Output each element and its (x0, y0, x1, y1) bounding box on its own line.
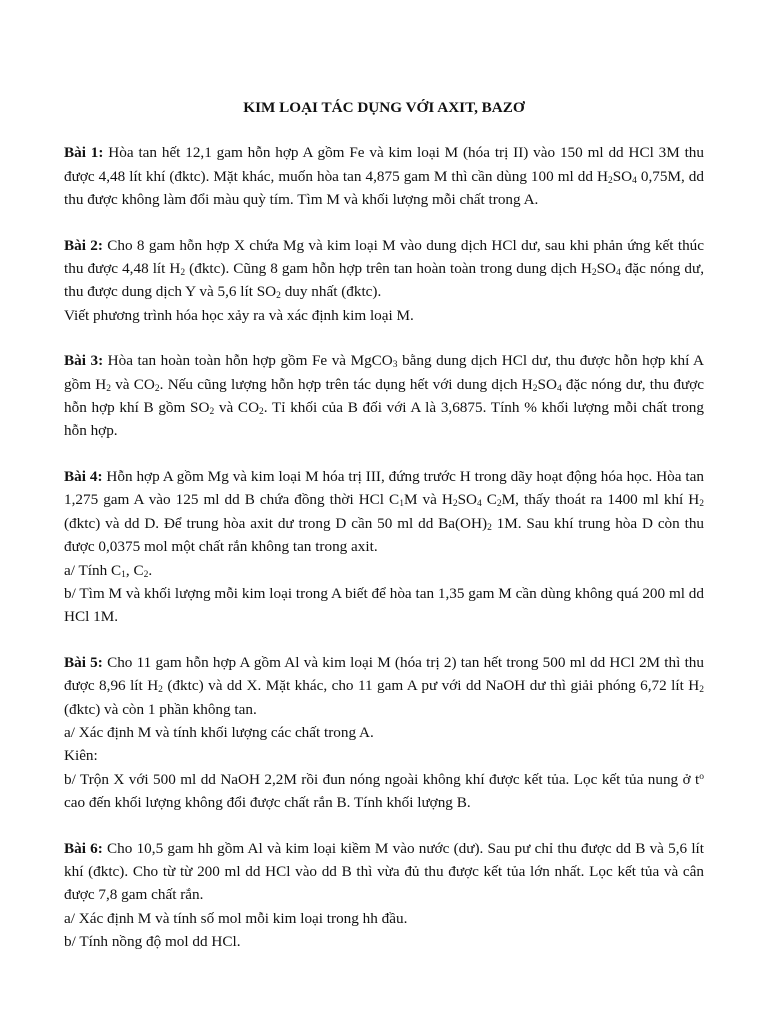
problem-label: Bài 1: (64, 144, 104, 162)
problem-subline: a/ Tính $C_1$, $C_2$. (64, 561, 153, 580)
problem-6 (64, 837, 704, 954)
problem-label: Bài 3: (64, 352, 104, 370)
problem-5 (64, 651, 704, 815)
problem-subline: b/ Tìm M và khối lượng mỗi kim loại trong A biết để hòa tan 1,35 gam M cần dùng không quá 200 ml dd HCl 1M. (64, 584, 704, 626)
problem-subline: Kiên: (64, 747, 98, 765)
problem-2 (64, 234, 704, 328)
problem-subline: Viết phương trình hóa học xảy ra và xác định kim loại M. (64, 306, 414, 324)
problem-1 (64, 141, 704, 211)
problem-statement: Bài 5: Cho 11 gam hỗn hợp A gồm Al và kim loại M (hóa trị 2) tan hết trong 500 ml dd HCl 2M thì thu được 8,96 lít $H_2$ (đktc) và dd X. Mặt khác, cho 11 gam A pư với dd NaOH dư thì giải phóng 6,72 lít $H_2$ (đktc) và còn 1 phần không tan. (64, 653, 704, 718)
problem-subline: b/ Trộn X với 500 ml dd NaOH 2,2M rồi đun nóng ngoài không khí được kết tủa. Lọc kết tủa nung ở $t^o$ cao đến khối lượng không đổi được chất rắn B. Tính khối lượng B. (64, 770, 704, 812)
problem-4 (64, 465, 704, 629)
problem-label: Bài 2: (64, 236, 103, 254)
problem-label: Bài 5: (64, 653, 103, 671)
problem-statement: Bài 4: Hỗn hợp A gồm Mg và kim loại M hóa trị III, đứng trước H trong dãy hoạt động hóa học. Hòa tan 1,275 gam A vào 125 ml dd B chứa đồng thời HCl $C_1M$ và $H_2SO_4$ $C_2M$, thấy thoát ra 1400 ml khí $H_2$ (đktc) và dd D. Để trung hòa axit dư trong D cần 50 ml dd $Ba(OH)_2$ 1M. Sau khí trung hòa D còn thu được 0,0375 mol một chất rắn không tan trong axit. (64, 467, 705, 556)
problem-statement: Bài 2: Cho 8 gam hỗn hợp X chứa Mg và kim loại M vào dung dịch HCl dư, sau khi phản ứng kết thúc thu được 4,48 lít $H_2$ (đktc). Cũng 8 gam hỗn hợp trên tan hoàn toàn trong dung dịch $H_2SO_4$ đặc nóng dư, thu được dung dịch Y và 5,6 lít $SO_2$ duy nhất (đktc). (64, 236, 704, 302)
problem-subline: a/ Xác định M và tính khối lượng các chất trong A. (64, 723, 374, 741)
problem-subline: a/ Xác định M và tính số mol mỗi kim loại trong hh đầu. (64, 909, 408, 927)
document-title: KIM LOẠI TÁC DỤNG VỚI AXIT, BAZƠ (243, 99, 525, 116)
problem-statement: Bài 1: Hòa tan hết 12,1 gam hỗn hợp A gồm Fe và kim loại M (hóa trị II) vào 150 ml dd HCl 3M thu được 4,48 lít khí (đktc). Mặt khác, muốn hòa tan 4,875 gam M thì cần dùng 100 ml dd $H_2SO_4$ 0,75M, dd thu được không làm đổi màu quỳ tím. Tìm M và khối lượng mỗi chất trong A. (64, 144, 704, 209)
problem-subline: b/ Tính nồng độ mol dd HCl. (64, 933, 241, 951)
problem-label: Bài 6: (64, 839, 103, 857)
problem-list (64, 141, 704, 953)
problem-statement: Bài 6: Cho 10,5 gam hh gồm Al và kim loại kiềm M vào nước (dư). Sau pư chỉ thu được dd B và 5,6 lít khí (đktc). Cho từ từ 200 ml dd HCl vào dd B thì vừa đủ thu được kết tủa lớn nhất. Lọc kết tủa và cân được 7,8 gam chất rắn. (64, 839, 704, 904)
problem-3 (64, 349, 704, 443)
problem-statement: Bài 3: Hòa tan hoàn toàn hỗn hợp gồm Fe và MgCO$_3$ bằng dung dịch HCl dư, thu được hỗn hợp khí A gồm $H_2$ và $CO_2$. Nếu cũng lượng hỗn hợp trên tác dụng hết với dung dịch $H_2SO_4$ đặc nóng dư, thu được hỗn hợp khí B gồm $SO_2$ và $CO_2$. Tỉ khối của B đối với A là 3,6875. Tính % khối lượng mỗi chất trong hỗn hợp. (64, 352, 705, 440)
document-page (64, 96, 704, 976)
problem-label: Bài 4: (64, 467, 103, 485)
